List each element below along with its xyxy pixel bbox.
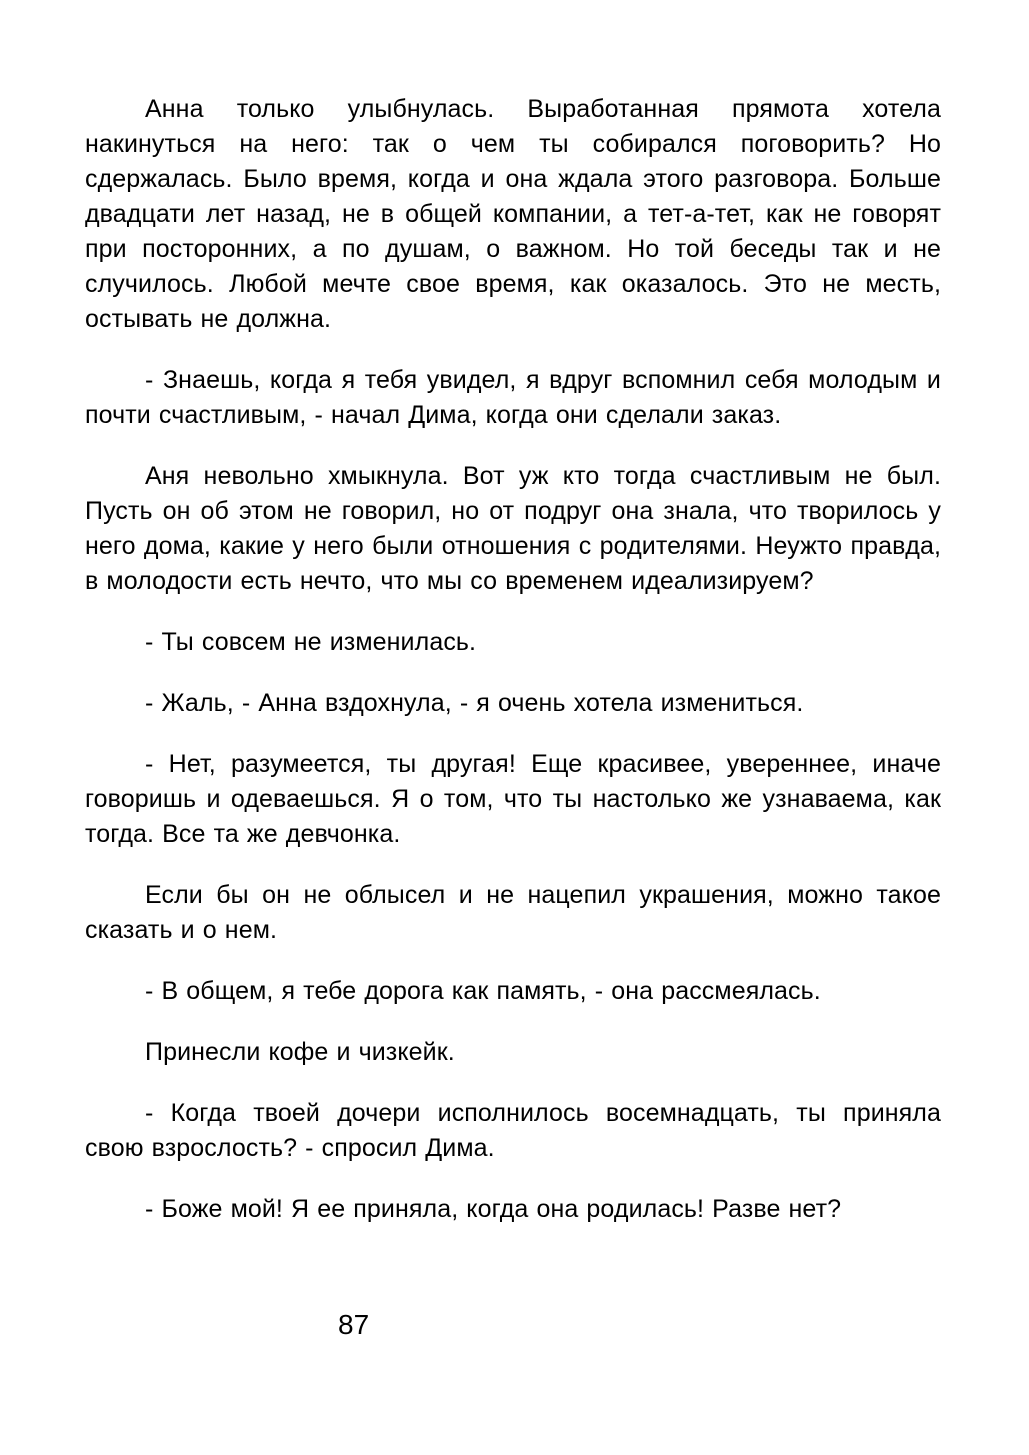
paragraph: - Нет, разумеется, ты другая! Еще красивее, увереннее, иначе говоришь и одеваешься. Я о том, что ты настолько же узнаваема, как тогда. Все та же девчонка. — [85, 750, 941, 848]
paragraph: - Знаешь, когда я тебя увидел, я вдруг вспомнил себя молодым и почти счастливым, - начал Дима, когда они сделали заказ. — [85, 366, 941, 429]
paragraph: Если бы он не облысел и не нацепил украшения, можно такое сказать и о нем. — [85, 881, 941, 944]
paragraph: - Ты совсем не изменилась. — [145, 628, 477, 656]
paragraph: Принесли кофе и чизкейк. — [145, 1038, 455, 1066]
paragraph: - Жаль, - Анна вздохнула, - я очень хотела измениться. — [145, 689, 804, 717]
paragraph: - Когда твоей дочери исполнилось восемнадцать, ты приняла свою взрослость? - спросил Дима. — [85, 1099, 941, 1162]
page-number: 87 — [338, 1309, 370, 1340]
paragraph: Аня невольно хмыкнула. Вот уж кто тогда счастливым не был. Пусть он об этом не говорил, но от подруг она знала, что творилось у него дома, какие у него были отношения с родителями. Неужто правда, в молодости есть нечто, что мы со временем идеализируем? — [85, 462, 941, 595]
text-block — [85, 92, 941, 1253]
paragraph: - В общем, я тебе дорога как память, - она рассмеялась. — [145, 977, 821, 1005]
paragraph: - Боже мой! Я ее приняла, когда она родилась! Разве нет? — [145, 1195, 842, 1223]
paragraph: Анна только улыбнулась. Выработанная прямота хотела накинуться на него: так о чем ты собирался поговорить? Но сдержалась. Было время, когда и она ждала этого разговора. Больше двадцати лет назад, не в общей компании, а тет-а-тет, как не говорят при посторонних, а по душам, о важном. Но той беседы так и не случилось. Любой мечте свое время, как оказалось. Это не месть, остывать не должна. — [85, 95, 941, 333]
